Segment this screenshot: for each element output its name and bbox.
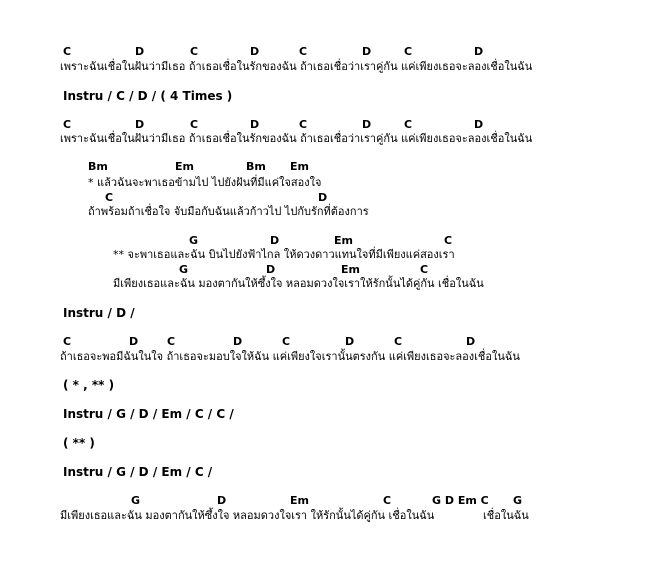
lyric-line: เพราะฉันเชื่อในฝันว่ามีเธอ ถ้าเธอเชื่อในรักของฉัน ถ้าเธอเชื่อว่าเราคู่กัน แค่เพียงเธอจะลองเชื่อในฉัน: [60, 60, 533, 73]
lyric-line: * แล้วฉันจะพาเธอข้ามไป ไปยังฝันที่มีแค่ใจสองใจ: [88, 176, 322, 189]
chord: D: [135, 45, 145, 58]
lyric-line: มีเพียงเธอและฉัน มองตากันให้ซึ้งใจ หลอมดวงใจเราให้รักนั้นได้คู่กัน เชื่อในฉัน: [113, 277, 484, 290]
chord: D: [362, 45, 372, 58]
lyric-line: มีเพียงเธอและฉัน มองตากันให้ซึ้งใจ หลอมดวงใจเรา ให้รักนั้นได้คู่กัน เชื่อในฉัน: [60, 509, 435, 522]
chord: Bm: [246, 160, 266, 173]
chord: C: [282, 335, 291, 348]
chord: D: [345, 335, 355, 348]
chord: Em: [290, 494, 309, 507]
chord: Em: [175, 160, 194, 173]
chord: D: [129, 335, 139, 348]
chord: D: [135, 118, 145, 131]
chord: G: [179, 263, 189, 276]
chord: C: [444, 234, 453, 247]
chord: C: [299, 118, 308, 131]
chord: G: [189, 234, 199, 247]
chord: Em: [334, 234, 353, 247]
chord: D: [266, 263, 276, 276]
lyric-line-tail: เชื่อในฉัน: [483, 509, 529, 522]
chord: D: [233, 335, 243, 348]
chord: D: [466, 335, 476, 348]
chord: C: [404, 45, 413, 58]
lyric-line: ถ้าพร้อมถ้าเชื่อใจ จับมือกับฉันแล้วก้าวไป ไปกับรักที่ต้องการ: [88, 205, 369, 218]
chord: G D Em C: [432, 494, 489, 507]
chord: Bm: [88, 160, 108, 173]
chord: C: [190, 118, 199, 131]
lyric-line: ** จะพาเธอและฉัน บินไปยังฟ้าไกล ให้ดวงดาวแทนใจที่มีเพียงแค่สองเรา: [113, 248, 455, 261]
chord: C: [299, 45, 308, 58]
instrumental-line: Instru / C / D / ( 4 Times ): [63, 89, 233, 103]
chord: C: [404, 118, 413, 131]
chord: D: [217, 494, 227, 507]
chord: C: [167, 335, 176, 348]
chord: D: [250, 45, 260, 58]
chord: C: [63, 45, 72, 58]
chord: D: [474, 118, 484, 131]
chord: D: [250, 118, 260, 131]
repeat-marker: ( ** ): [63, 436, 95, 450]
chord: C: [190, 45, 199, 58]
chord: C: [105, 191, 114, 204]
chord: D: [270, 234, 280, 247]
chord: D: [362, 118, 372, 131]
chord: G: [513, 494, 523, 507]
chord: C: [63, 335, 72, 348]
chord: D: [318, 191, 328, 204]
chord: C: [394, 335, 403, 348]
chord: C: [63, 118, 72, 131]
chord: Em: [341, 263, 360, 276]
chord: G: [131, 494, 141, 507]
repeat-marker: ( * , ** ): [63, 378, 115, 392]
chord: C: [383, 494, 392, 507]
instrumental-line: Instru / G / D / Em / C /: [63, 465, 213, 479]
chord: Em: [290, 160, 309, 173]
chord: D: [474, 45, 484, 58]
lyric-line: เพราะฉันเชื่อในฝันว่ามีเธอ ถ้าเธอเชื่อในรักของฉัน ถ้าเธอเชื่อว่าเราคู่กัน แค่เพียงเธอจะลองเชื่อในฉัน: [60, 132, 533, 145]
instrumental-line: Instru / D /: [63, 306, 135, 320]
chord: C: [420, 263, 429, 276]
lyric-line: ถ้าเธอจะพอมีฉันในใจ ถ้าเธอจะมอบใจให้ฉัน แค่เพียงใจเรานั้นตรงกัน แค่เพียงเธอจะลองเชื่อในฉัน: [60, 350, 520, 363]
instrumental-line: Instru / G / D / Em / C / C /: [63, 407, 234, 421]
